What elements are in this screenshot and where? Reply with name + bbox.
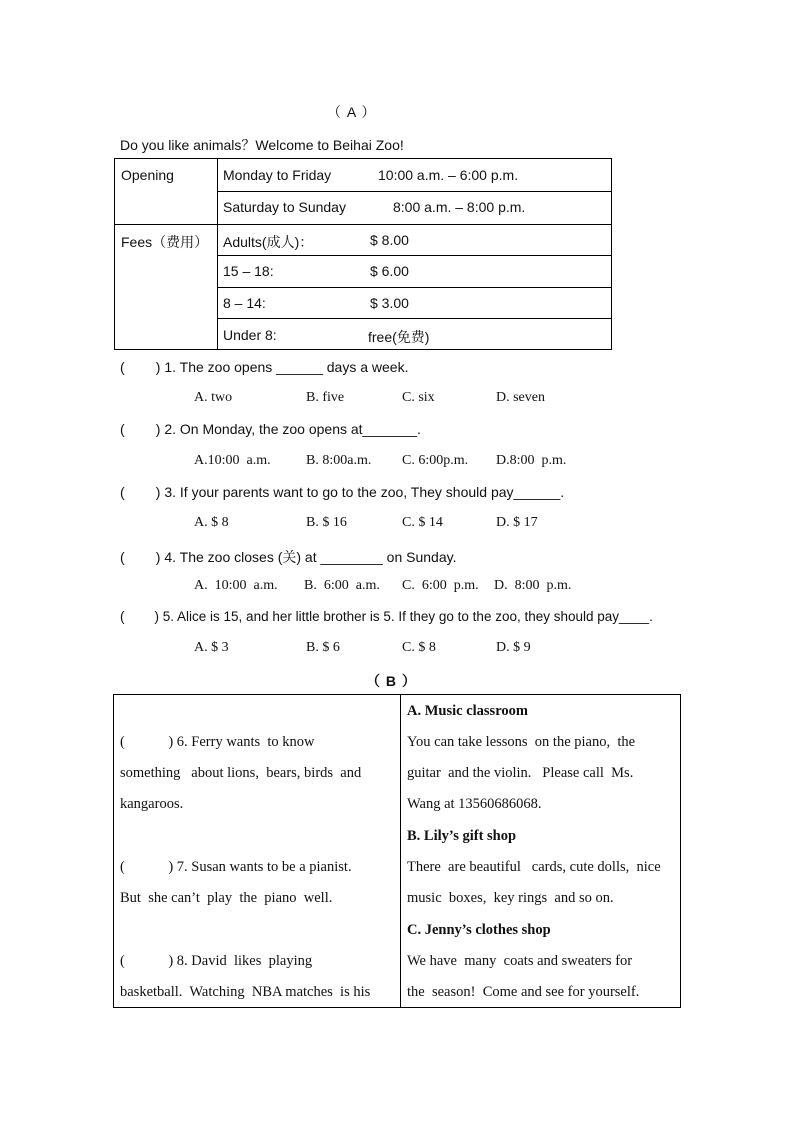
fee-group-15-18: 15 – 18: <box>223 263 274 279</box>
question-6-line-1: ( ) 6. Ferry wants to know <box>120 734 315 750</box>
option-c: C. 6:00p.m. <box>402 453 469 468</box>
question-6-line-2: something about lions, bears, birds and <box>120 765 362 781</box>
question-6-line-3: kangaroos. <box>120 796 184 812</box>
question-text: 5. Alice is 15, and her little brother is 5. If they go to the zoo, they should pay____. <box>162 609 653 624</box>
option-b: B. five <box>306 390 345 405</box>
gift-line-2: music boxes, key rings and so on. <box>407 890 614 906</box>
question-8-line-2: basketball. Watching NBA matches is his <box>120 984 371 1000</box>
fees-label: Fees（费用） <box>121 234 209 250</box>
question-7-line-2: But she can’t play the piano well. <box>120 890 333 906</box>
question-8-line-1: ( ) 8. David likes playing <box>120 953 313 969</box>
answer-blank[interactable]: ( ) <box>120 484 161 500</box>
opening-hours-weekend: 8:00 a.m. – 8:00 p.m. <box>393 199 526 215</box>
option-d: D. 8:00 p.m. <box>494 578 572 593</box>
fee-price-15-18: $ 6.00 <box>370 263 409 279</box>
question-3 <box>120 484 564 500</box>
answer-blank[interactable]: ( ) <box>120 549 161 565</box>
clothes-line-1: We have many coats and sweaters for <box>407 953 633 969</box>
option-c: C. $ 14 <box>402 515 443 530</box>
music-line-1: You can take lessons on the piano, the <box>407 734 636 750</box>
option-b: B. $ 16 <box>306 515 347 530</box>
gift-line-1: There are beautiful cards, cute dolls, nice <box>407 859 661 875</box>
question-text: 4. The zoo closes (关) at ________ on Sunday. <box>164 549 457 565</box>
question-7-line-1: ( ) 7. Susan wants to be a pianist. <box>120 859 352 875</box>
question-text: 1. The zoo opens ______ days a week. <box>164 359 409 375</box>
option-a: A. two <box>194 390 233 405</box>
option-c: C. six <box>402 390 435 405</box>
intro-text: Do you like animals？Welcome to Beihai Zoo! <box>120 137 404 153</box>
heading-gift-shop: B. Lily’s gift shop <box>407 828 517 844</box>
fee-price-8-14: $ 3.00 <box>370 295 409 311</box>
music-line-2: guitar and the violin. Please call Ms. <box>407 765 634 781</box>
question-text: 2. On Monday, the zoo opens at_______. <box>164 421 421 437</box>
option-a: A. 10:00 a.m. <box>194 578 278 593</box>
option-d: D. seven <box>496 390 545 405</box>
heading-clothes-shop: C. Jenny’s clothes shop <box>407 922 551 938</box>
option-a: A. $ 8 <box>194 515 229 530</box>
answer-blank[interactable]: ( ) <box>120 421 161 437</box>
zoo-info-table <box>114 158 612 350</box>
clothes-line-2: the season! Come and see for yourself. <box>407 984 640 1000</box>
opening-days-weekend: Saturday to Sunday <box>223 199 346 215</box>
fee-price-adults: $ 8.00 <box>370 232 409 248</box>
option-a: A. $ 3 <box>194 640 229 655</box>
question-1 <box>120 359 408 375</box>
music-line-3: Wang at 13560686068. <box>407 796 542 812</box>
option-d: D. $ 9 <box>496 640 531 655</box>
option-d: D.8:00 p.m. <box>496 453 567 468</box>
opening-hours-weekday: 10:00 a.m. – 6:00 p.m. <box>378 167 519 183</box>
question-5 <box>120 609 653 624</box>
opening-label: Opening <box>121 167 174 183</box>
matching-table <box>113 694 681 1008</box>
option-d: D. $ 17 <box>496 515 538 530</box>
option-b: B. 6:00 a.m. <box>304 578 380 593</box>
answer-blank[interactable]: ( ) <box>120 609 159 624</box>
fee-group-8-14: 8 – 14: <box>223 295 266 311</box>
option-c: C. 6:00 p.m. <box>402 578 479 593</box>
section-a-title: （ A ） <box>327 104 377 120</box>
opening-days-weekday: Monday to Friday <box>223 167 332 183</box>
heading-music-classroom: A. Music classroom <box>407 703 528 719</box>
question-text: 3. If your parents want to go to the zoo, They should pay______. <box>164 484 565 500</box>
fee-group-under-8: Under 8: <box>223 327 277 343</box>
option-b: B. 8:00a.m. <box>306 453 372 468</box>
question-2 <box>120 421 421 437</box>
section-b-title: （ B ） <box>366 673 417 689</box>
option-b: B. $ 6 <box>306 640 340 655</box>
option-c: C. $ 8 <box>402 640 436 655</box>
answer-blank[interactable]: ( ) <box>120 359 161 375</box>
fee-price-under-8: free(免费) <box>368 329 430 345</box>
question-4 <box>120 547 456 567</box>
option-a: A.10:00 a.m. <box>194 453 271 468</box>
fee-group-adults: Adults(成人)： <box>223 234 314 250</box>
